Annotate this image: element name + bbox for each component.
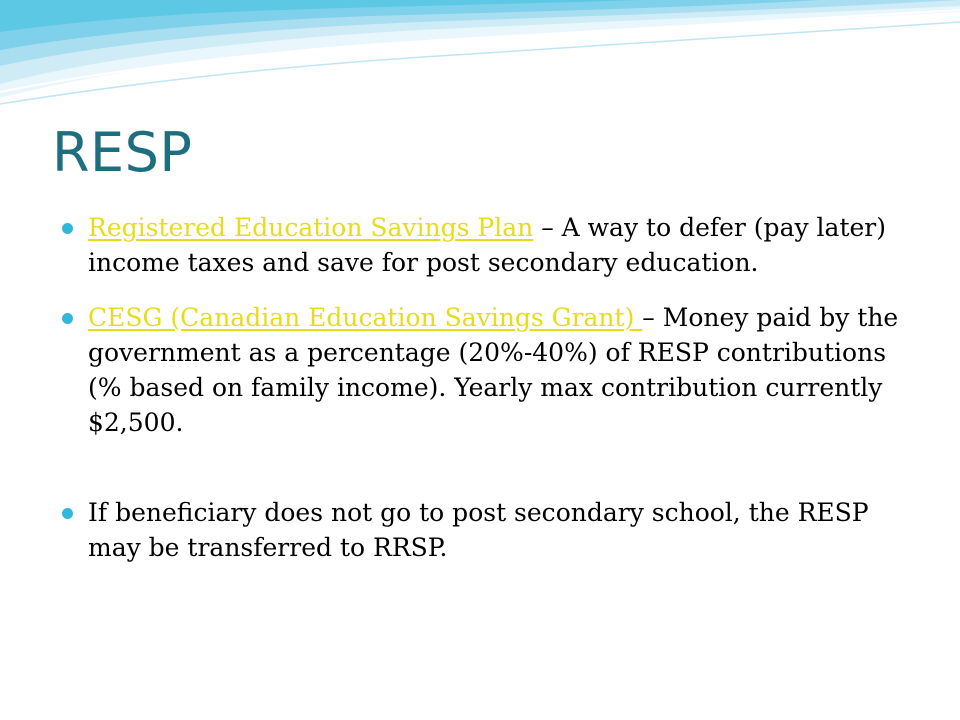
bullet-dot-icon (62, 223, 73, 234)
bullet-item-cesg (60, 300, 910, 440)
bullet-text-rrsp-transfer: If beneficiary does not go to post secondary school, the RESP may be transferred to RRSP. (88, 498, 869, 562)
bullet-text-cesg: – Money paid by the government as a percentage (20%-40%) of RESP contributions (% based on family income). Yearly max contribution currently $2,500. (88, 303, 899, 437)
bullet-dot-icon (62, 508, 73, 519)
resp-link[interactable]: Registered Education Savings Plan (88, 213, 534, 242)
bullet-list (60, 210, 910, 565)
bullet-dot-icon (62, 313, 73, 324)
bullet-item-resp (60, 210, 910, 280)
bullet-item-rrsp-transfer (60, 495, 910, 565)
header-wave-decoration (0, 0, 960, 110)
bullet-text-resp: – A way to defer (pay later) income taxes and save for post secondary education. (88, 213, 886, 277)
slide-title: RESP (52, 121, 193, 184)
cesg-link[interactable]: CESG (Canadian Education Savings Grant) (88, 303, 643, 332)
